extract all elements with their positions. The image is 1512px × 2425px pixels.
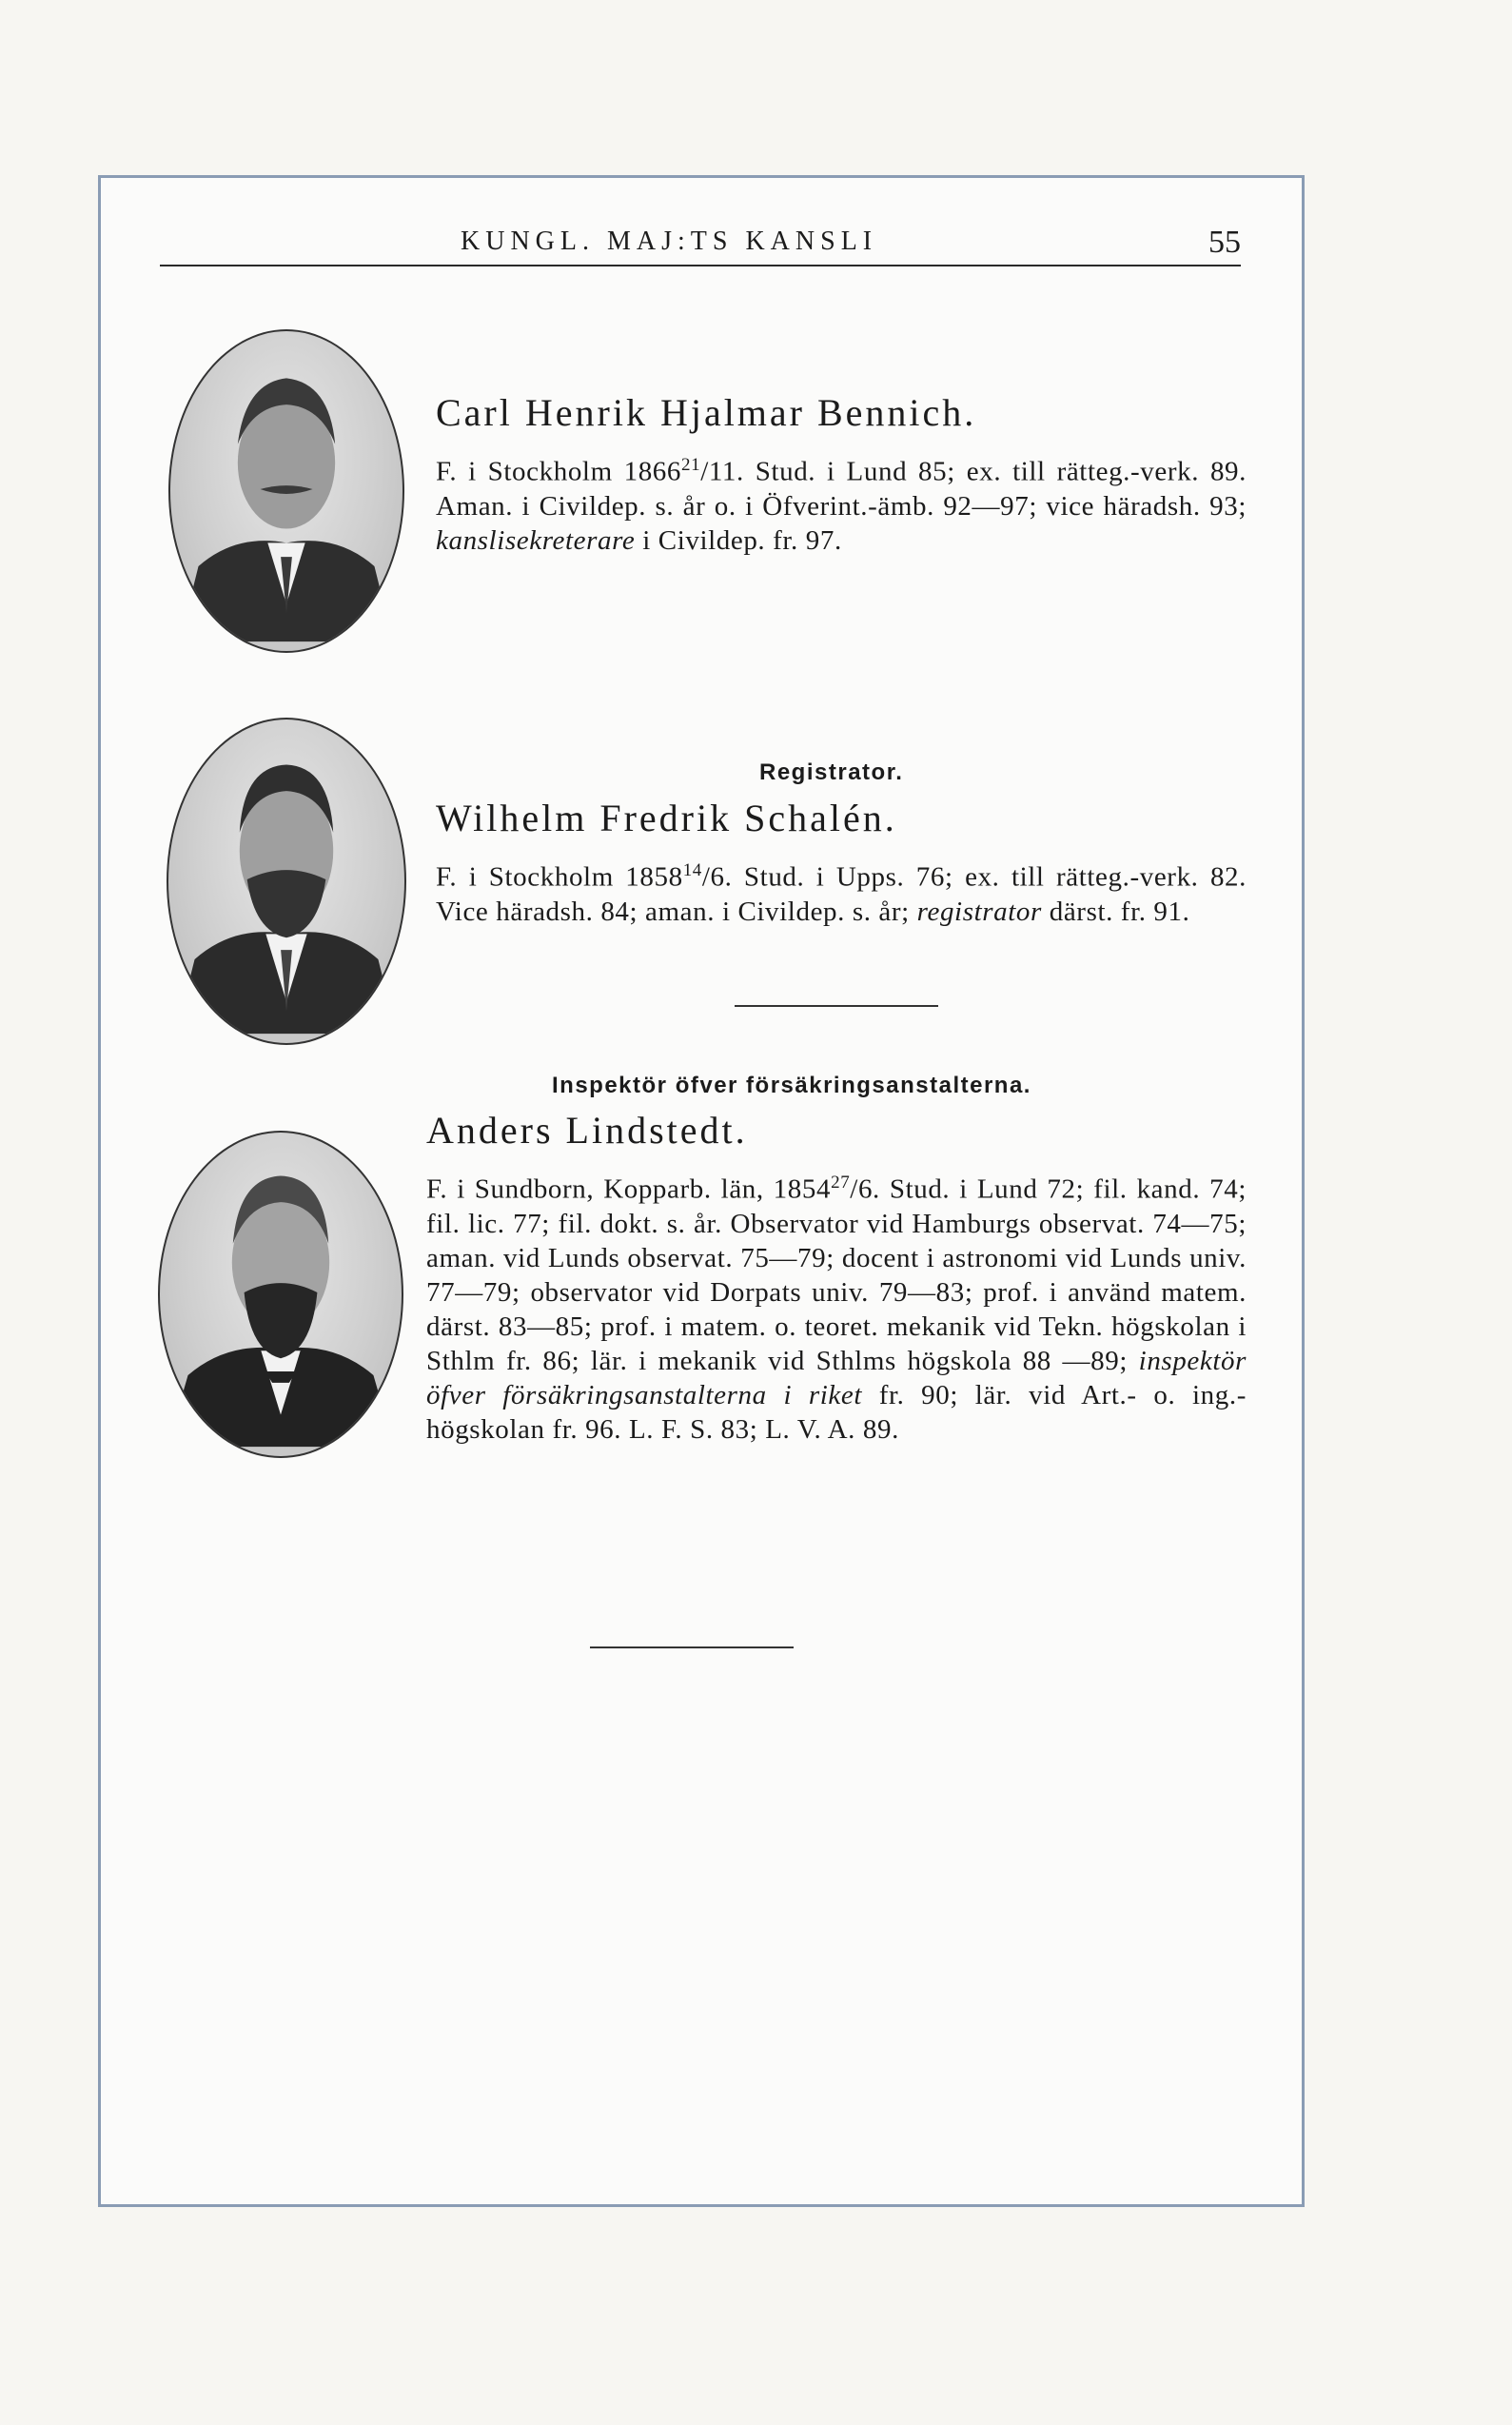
italic-title-text: registrator	[916, 896, 1042, 927]
bio-text: fr. 90; lär. vid Art.- o. ing.-högskolan fr. 96. L. F. S. 83; L. V. A. 89.	[426, 1379, 1247, 1445]
section-heading-inspektor: Inspektör öfver försäkringsanstalterna.	[552, 1073, 1031, 1098]
section-heading-registrator: Registrator.	[759, 759, 904, 785]
italic-title-text: kanslisekreterare	[436, 524, 636, 556]
entry-lindstedt	[426, 1108, 1247, 1447]
bio-text: /6. Stud. i Upps. 76; ex. till rätteg.-verk. 82. Vice häradsh. 84; aman. i Civildep. s. år;	[436, 861, 1247, 927]
portrait-lindstedt	[158, 1131, 403, 1458]
page-number: 55	[1208, 225, 1241, 260]
running-head-title: KUNGL. MAJ:TS KANSLI	[461, 227, 878, 256]
person-name: Carl Henrik Hjalmar Bennich.	[436, 391, 977, 434]
birth-day-superscript: 27	[831, 1173, 851, 1193]
biography	[436, 448, 1247, 558]
birth-day-superscript: 21	[681, 455, 701, 475]
bio-text: F. i Sundborn, Kopparb. län, 1854	[426, 1173, 832, 1205]
birth-day-superscript: 14	[682, 860, 702, 880]
person-name: Anders Lindstedt.	[426, 1109, 748, 1152]
bio-text: /6. Stud. i Lund 72; fil. kand. 74; fil. lic. 77; fil. dokt. s. år. Observator vid Hamburgs observat. 74—75; aman. vid Lunds observat. 75—79; docent i astronomi vid Lunds univ. 77—79; observator vid Dorpats univ. 79—83; prof. i använd matem. därst. 83—85; prof. i matem. o. teoret. mekanik vid Tekn. högskolan i Sthlm fr. 86; lär. i mekanik vid Sthlms högskola 88 —89;	[426, 1173, 1247, 1376]
biography	[426, 1166, 1247, 1447]
bio-text: därst. fr. 91.	[1041, 896, 1190, 927]
bio-text: i Civildep. fr. 97.	[635, 524, 842, 556]
entry-schalen	[436, 796, 1247, 929]
portrait-bennich	[168, 329, 404, 653]
entry-bennich	[436, 390, 1247, 558]
italic-title-text: inspektör öfver försäkringsanstalterna i riket	[426, 1345, 1247, 1410]
bio-text: /11. Stud. i Lund 85; ex. till rätteg.-verk. 89. Aman. i Civildep. s. år o. i Öfverint.-ämb. 92—97; vice häradsh. 93;	[436, 456, 1247, 522]
end-divider	[590, 1646, 794, 1648]
section-divider	[735, 1005, 938, 1007]
person-name: Wilhelm Fredrik Schalén.	[436, 797, 897, 839]
running-head	[160, 223, 1241, 266]
portrait-schalen	[167, 718, 406, 1045]
bio-text: F. i Stockholm 1866	[436, 456, 682, 487]
biography	[436, 854, 1247, 929]
bio-text: F. i Stockholm 1858	[436, 861, 683, 893]
